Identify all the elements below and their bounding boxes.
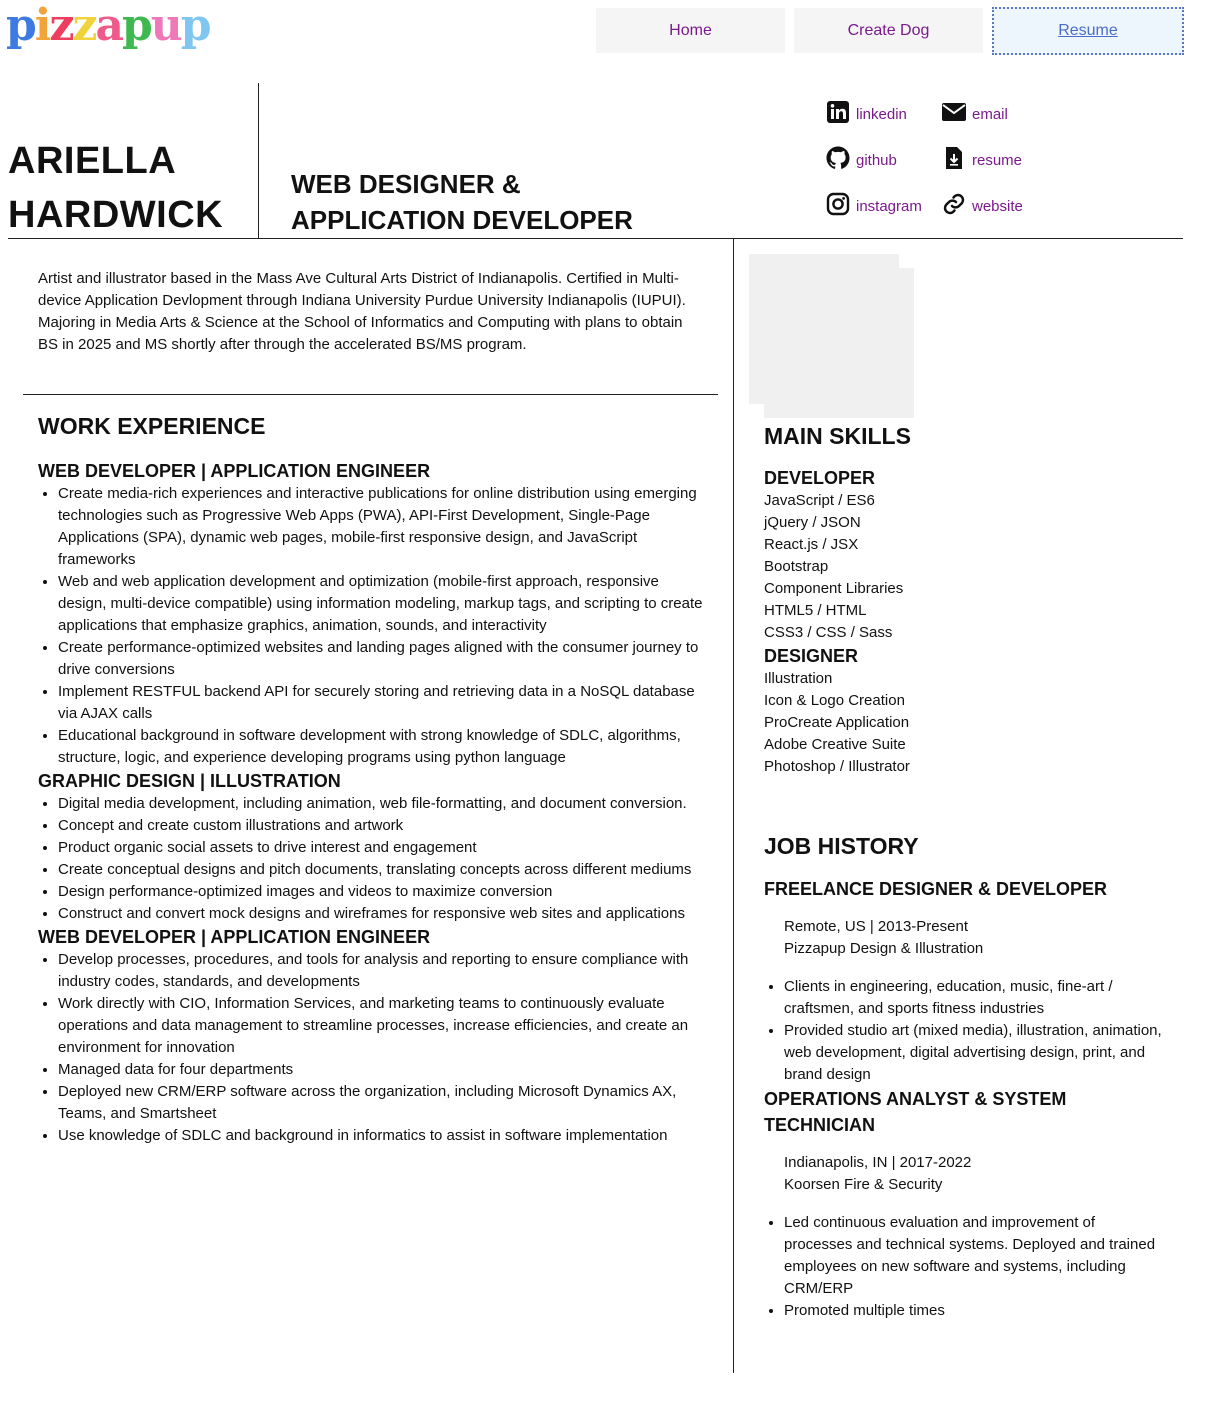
nav-resume[interactable]: Resume <box>992 7 1184 55</box>
list-item: • Digital media development, including animation, web file-formatting, and document conversion. <box>58 793 708 815</box>
person-name <box>8 134 223 242</box>
resume-label: resume <box>972 152 1023 169</box>
logo-letter: z <box>49 0 73 51</box>
job-title: FREELANCE DESIGNER & DEVELOPER <box>764 879 1108 899</box>
list-item: • Work directly with CIO, Information Services, and marketing teams to continuously evaluate operations and data management to streamline processes, increase efficiencies, and create an environment for innovation <box>58 993 708 1059</box>
link-icon <box>942 192 966 216</box>
job-title: OPERATIONS ANALYST & SYSTEM TECHNICIAN <box>764 1089 1067 1135</box>
work-section-title: WEB DEVELOPER | APPLICATION ENGINEER <box>38 927 431 947</box>
work-section-title: GRAPHIC DESIGN | ILLUSTRATION <box>38 771 341 791</box>
logo-letter: p <box>6 0 35 51</box>
divider <box>733 238 734 1373</box>
section-heading: MAIN SKILLS <box>764 423 911 449</box>
list-item: • Educational background in software development with strong knowledge of SDLC, algorithms, structure, logic, and experience developing programs using python language <box>58 725 708 769</box>
divider <box>258 83 259 238</box>
skill-item: Illustration <box>764 670 833 687</box>
job-meta <box>764 1152 1164 1196</box>
job-list <box>764 976 1164 1086</box>
skill-item: Icon & Logo Creation <box>764 692 905 709</box>
instagram-link[interactable] <box>826 190 942 216</box>
email-link[interactable] <box>942 98 1082 124</box>
skill-item: Photoshop / Illustrator <box>764 758 910 775</box>
job-title-line: WEB DESIGNER & <box>291 169 521 199</box>
instagram-label: instagram <box>856 198 922 215</box>
skill-item: Bootstrap <box>764 558 829 575</box>
logo-letter: u <box>150 0 181 51</box>
linkedin-link[interactable] <box>826 98 942 124</box>
skill-group-title: DESIGNER <box>764 646 859 666</box>
list-item: • Use knowledge of SDLC and background in informatics to assist in software implementation <box>58 1125 708 1147</box>
instagram-icon <box>826 192 850 216</box>
first-name: ARIELLA <box>8 140 177 182</box>
job-company: Koorsen Fire & Security <box>784 1176 943 1193</box>
job-title <box>291 166 633 238</box>
list-item: • Managed data for four departments <box>58 1059 708 1081</box>
list-item: • Implement RESTFUL backend API for securely storing and retrieving data in a NoSQL database via AJAX calls <box>58 681 708 725</box>
website-label: website <box>972 198 1023 215</box>
list-item: • Deployed new CRM/ERP software across the organization, including Microsoft Dynamics AX, Teams, and Smartsheet <box>58 1081 708 1125</box>
divider <box>8 238 1183 239</box>
main-skills-section <box>764 420 1184 778</box>
job-location: Remote, US | 2013-Present <box>784 918 968 935</box>
list-item: • Create performance-optimized websites and landing pages aligned with the consumer journey to drive conversions <box>58 637 708 681</box>
github-label: github <box>856 152 897 169</box>
section-heading: JOB HISTORY <box>764 833 919 859</box>
list-item: • Create media-rich experiences and interactive publications for online distribution using emerging technologies such as Progressive Web Apps (PWA), API-First Development, Single-Page Applications (SPA), dynamic web pages, mobile-first responsive design, and JavaScript frameworks <box>58 483 708 571</box>
job-location: Indianapolis, IN | 2017-2022 <box>784 1154 972 1171</box>
logo-letter: p <box>122 0 151 51</box>
email-icon <box>942 100 966 124</box>
job-meta <box>764 916 1164 960</box>
logo-letter: i <box>34 0 50 51</box>
linkedin-icon <box>826 100 850 124</box>
website-link[interactable] <box>942 190 1082 216</box>
linkedin-label: linkedin <box>856 106 907 123</box>
work-list <box>38 793 708 925</box>
list-item: • Construct and convert mock designs and wireframes for responsive web sites and applications <box>58 903 708 925</box>
job-company: Pizzapup Design & Illustration <box>784 940 984 957</box>
list-item: • Product organic social assets to drive interest and engagement <box>58 837 708 859</box>
list-item: • Design performance-optimized images and videos to maximize conversion <box>58 881 708 903</box>
last-name: HARDWICK <box>8 194 224 236</box>
contact-links <box>826 98 1086 216</box>
skill-item: jQuery / JSON <box>764 514 861 531</box>
job-list <box>764 1212 1164 1322</box>
email-label: email <box>972 106 1008 123</box>
logo-letter: z <box>72 0 96 51</box>
resume-link[interactable] <box>942 144 1082 170</box>
list-item: • Concept and create custom illustrations and artwork <box>58 815 708 837</box>
work-section-title: WEB DEVELOPER | APPLICATION ENGINEER <box>38 461 431 481</box>
nav-home[interactable]: Home <box>596 8 785 53</box>
list-item: • Led continuous evaluation and improvement of processes and technical systems. Deployed and trained employees on new software and systems, including CRM/ERP <box>784 1212 1164 1300</box>
skill-item: HTML5 / HTML <box>764 602 867 619</box>
list-item: • Develop processes, procedures, and tools for analysis and reporting to ensure compliance with industry codes, standards, and developments <box>58 949 708 993</box>
skill-item: Component Libraries <box>764 580 904 597</box>
skill-item: Adobe Creative Suite <box>764 736 906 753</box>
list-item: • Promoted multiple times <box>784 1300 1164 1322</box>
github-icon <box>826 146 850 170</box>
skill-item: JavaScript / ES6 <box>764 492 875 509</box>
divider <box>23 394 718 395</box>
main-nav <box>596 8 1184 55</box>
logo-letter: p <box>180 0 210 51</box>
job-title-line: APPLICATION DEVELOPER <box>291 205 633 235</box>
list-item: • Provided studio art (mixed media), illustration, animation, web development, digital advertising design, print, and brand design <box>784 1020 1164 1086</box>
work-list <box>38 949 708 1147</box>
section-heading: WORK EXPERIENCE <box>38 413 266 439</box>
list-item: • Web and web application development and optimization (mobile-first approach, responsive design, multi-device compatible) using information modeling, markup tags, and scripting to create applications that emphasize graphics, animation, sounds, and interactivity <box>58 571 708 637</box>
job-history-section <box>764 830 1164 1322</box>
github-link[interactable] <box>826 144 942 170</box>
pizzapup-logo[interactable] <box>6 2 210 50</box>
about-paragraph: Artist and illustrator based in the Mass Ave Cultural Arts District of Indianapolis. Certified in Multi-device Application Devlopment through Indiana University Purdue University Indianapolis (IUPUI). Majoring in Media Arts & Science at the School of Informatics and Computing with plans to obtain BS in 2025 and MS shortly after through the accelerated BS/MS program. <box>38 270 686 353</box>
work-list <box>38 483 708 769</box>
skill-item: CSS3 / CSS / Sass <box>764 624 893 641</box>
skill-item: React.js / JSX <box>764 536 859 553</box>
profile-photo-placeholder <box>764 268 914 418</box>
skill-item: ProCreate Application <box>764 714 910 731</box>
work-experience-section <box>38 410 708 1147</box>
list-item: • Clients in engineering, education, music, fine-art / craftsmen, and sports fitness industries <box>784 976 1164 1020</box>
file-download-icon <box>942 146 966 170</box>
logo-letter: a <box>95 0 122 51</box>
skill-group-title: DEVELOPER <box>764 468 876 488</box>
nav-create-dog[interactable]: Create Dog <box>794 8 983 53</box>
list-item: • Create conceptual designs and pitch documents, translating concepts across different mediums <box>58 859 708 881</box>
